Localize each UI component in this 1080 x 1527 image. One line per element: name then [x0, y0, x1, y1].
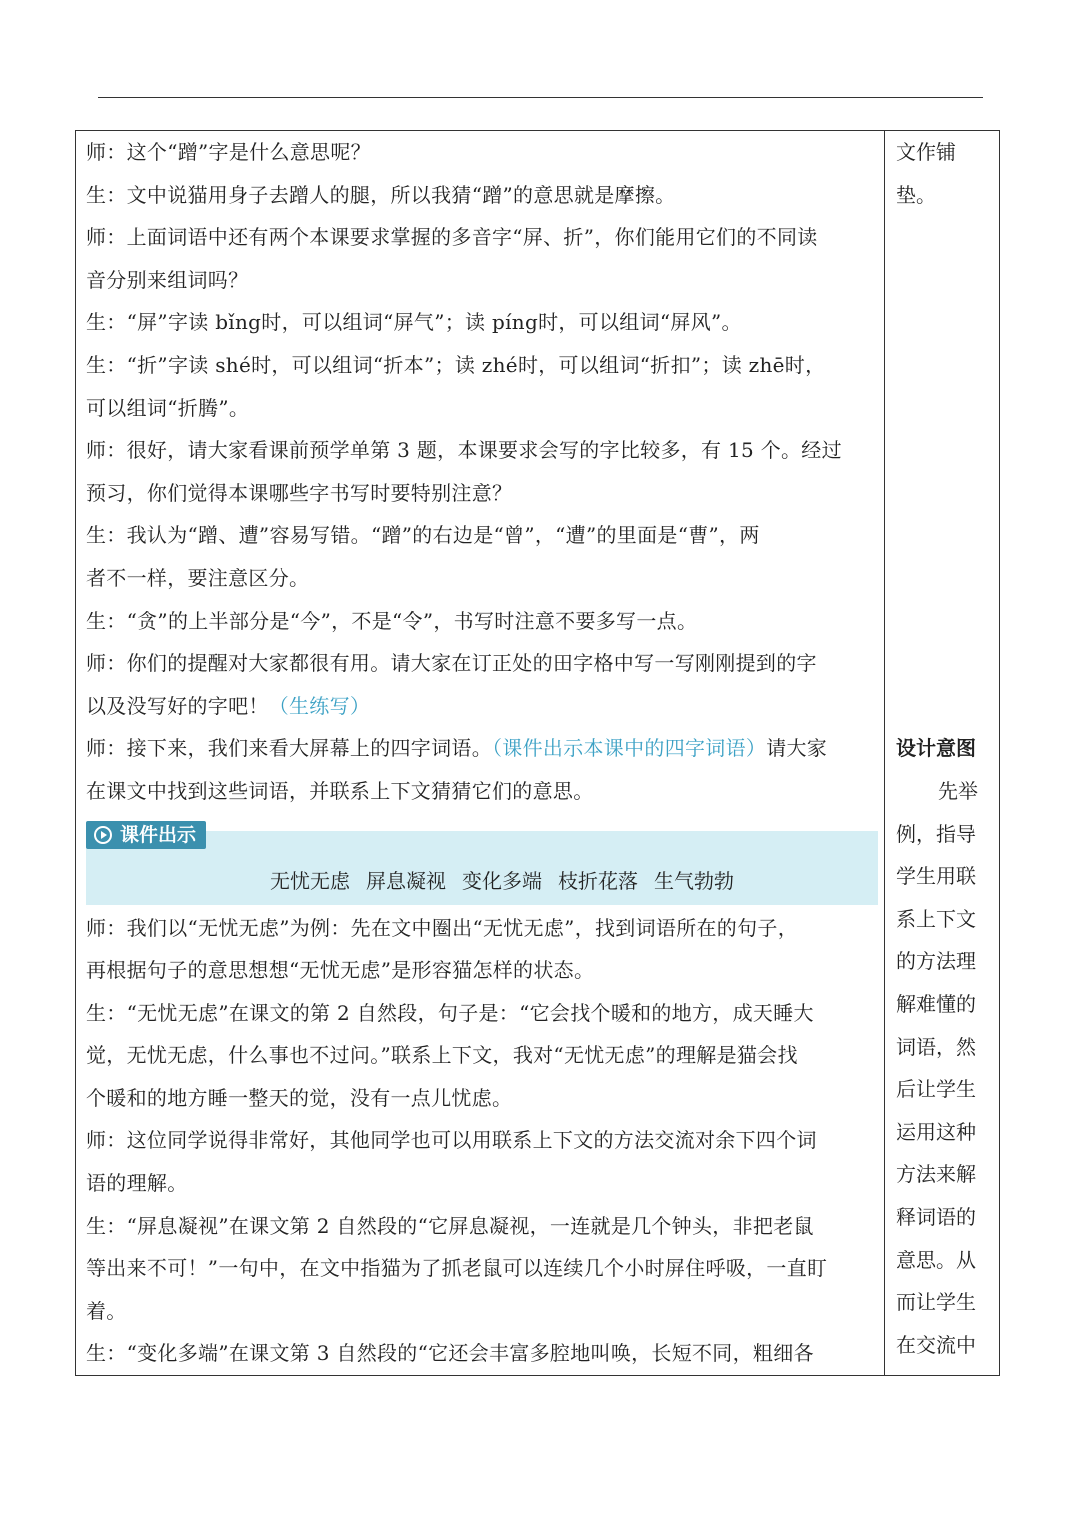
text-line: 师：接下来，我们来看大屏幕上的四字词语。（课件出示本课中的四字词语）请大家 — [86, 736, 828, 761]
text-line: 等出来不可！”一句中，在文中指猫为了抓老鼠可以连续几个小时屏住呼吸，一直盯 — [86, 1256, 828, 1281]
text-line: 师：这位同学说得非常好，其他同学也可以用联系上下文的方法交流对余下四个词 — [86, 1128, 817, 1153]
text-line: 在课文中找到这些词语，并联系上下文猜猜它们的意思。 — [86, 778, 594, 803]
text-line: 生：“变化多端”在课文第 3 自然段的“它还会丰富多腔地叫唤，长短不同，粗细各 — [86, 1341, 814, 1366]
design-intent-line: 运用这种 — [896, 1119, 976, 1144]
design-intent-line: 释词语的 — [896, 1204, 976, 1229]
text-line: 师：这个“蹭”字是什么意思呢？ — [86, 140, 371, 164]
text-line: 者不一样，要注意区分。 — [86, 565, 310, 590]
text-line: 师：我们以“无忧无虑”为例：先在文中圈出“无忧无虑”，找到词语所在的句子， — [86, 915, 798, 940]
play-icon — [94, 826, 112, 844]
highlight-note: （课件出示本课中的四字词语） — [492, 736, 767, 761]
dialogue-top — [86, 131, 878, 813]
design-intent-line: 例，指导 — [896, 821, 976, 846]
highlight-note: （生练写） — [268, 693, 371, 718]
column-divider — [884, 130, 885, 1376]
dialogue-column — [86, 131, 878, 1375]
text-line: 再根据句子的意思想想“无忧无虑”是形容猫怎样的状态。 — [86, 958, 595, 983]
text-line: 生：我认为“蹭、遭”容易写错。“蹭”的右边是“曾”，“遭”的里面是“曹”，两 — [86, 523, 760, 548]
design-intent-line: 后让学生 — [896, 1077, 976, 1102]
text-line: 生：“贪”的上半部分是“今”，不是“令”，书写时注意不要多写一点。 — [86, 608, 698, 633]
text-line: 生：“屏”字读 bǐng时，可以组词“屏气”；读 píng时，可以组词“屏风”。 — [86, 310, 742, 335]
text-line: 生：“无忧无虑”在课文的第 2 自然段，句子是：“它会找个暖和的地方，成天睡大 — [86, 1000, 814, 1025]
text-line: 可以组词“折腾”。 — [86, 395, 250, 420]
courseware-word: 变化多端 — [462, 868, 542, 893]
text-line: 生：“屏息凝视”在课文第 2 自然段的“它屏息凝视，一连就是几个钟头，非把老鼠 — [86, 1213, 814, 1238]
side-note-line: 文作铺 — [896, 140, 956, 164]
courseware-word: 无忧无虑 — [270, 868, 350, 893]
courseware-label-text: 课件出示 — [120, 823, 197, 846]
text-line: 师：很好，请大家看课前预学单第 3 题，本课要求会写的字比较多，有 15 个。经过 — [86, 438, 842, 463]
text-line: 个暖和的地方睡一整天的觉，没有一点儿忧虑。 — [86, 1085, 513, 1110]
courseware-label — [86, 821, 206, 849]
text-line: 生：“折”字读 shé时，可以组词“折本”；读 zhé时，可以组词“折扣”；读 zhē时， — [86, 352, 826, 377]
side-note-top — [896, 131, 996, 216]
design-intent-line: 解难懂的 — [896, 991, 976, 1016]
text-line: 音分别来组词吗？ — [86, 267, 249, 292]
design-intent-line: 在交流中 — [896, 1332, 976, 1357]
design-intent-line: 学生用联 — [896, 864, 976, 889]
text-line: 预习，你们觉得本课哪些字书写时要特别注意？ — [86, 480, 513, 505]
design-intent-line: 的方法理 — [896, 949, 976, 974]
courseware-word: 屏息凝视 — [366, 868, 446, 893]
text-line: 师：你们的提醒对大家都很有用。请大家在订正处的田字格中写一写刚刚提到的字 — [86, 651, 817, 676]
text-line: 语的理解。 — [86, 1171, 188, 1196]
text-line: 生：文中说猫用身子去蹭人的腿，所以我猜“蹭”的意思就是摩擦。 — [86, 182, 676, 207]
courseware-box — [86, 821, 878, 907]
courseware-word: 枝折花落 — [558, 868, 638, 893]
text-line: 觉，无忧无虑，什么事也不过问。”联系上下文，我对“无忧无虑”的理解是猫会找 — [86, 1043, 798, 1068]
design-intent-title: 设计意图 — [896, 736, 976, 761]
text-line: 师：上面词语中还有两个本课要求掌握的多音字“屏、折”，你们能用它们的不同读 — [86, 225, 818, 250]
design-intent-column — [896, 131, 996, 1366]
design-intent-line: 而让学生 — [896, 1290, 976, 1315]
design-intent-line: 意思。从 — [896, 1247, 976, 1272]
text-line: 以及没写好的字吧！（生练写） — [86, 693, 371, 718]
header-rule — [98, 97, 983, 98]
dialogue-bottom — [86, 907, 878, 1376]
side-note-line: 垫。 — [896, 182, 936, 207]
text-line: 着。 — [86, 1298, 127, 1323]
design-intent-line: 系上下文 — [896, 906, 976, 931]
design-intent-text — [896, 770, 996, 1366]
design-intent-line: 先举 — [938, 778, 978, 803]
design-intent-line: 方法来解 — [896, 1162, 976, 1187]
design-intent-line: 词语，然 — [896, 1034, 976, 1059]
courseware-words — [86, 865, 878, 894]
courseware-word: 生气勃勃 — [654, 868, 734, 893]
